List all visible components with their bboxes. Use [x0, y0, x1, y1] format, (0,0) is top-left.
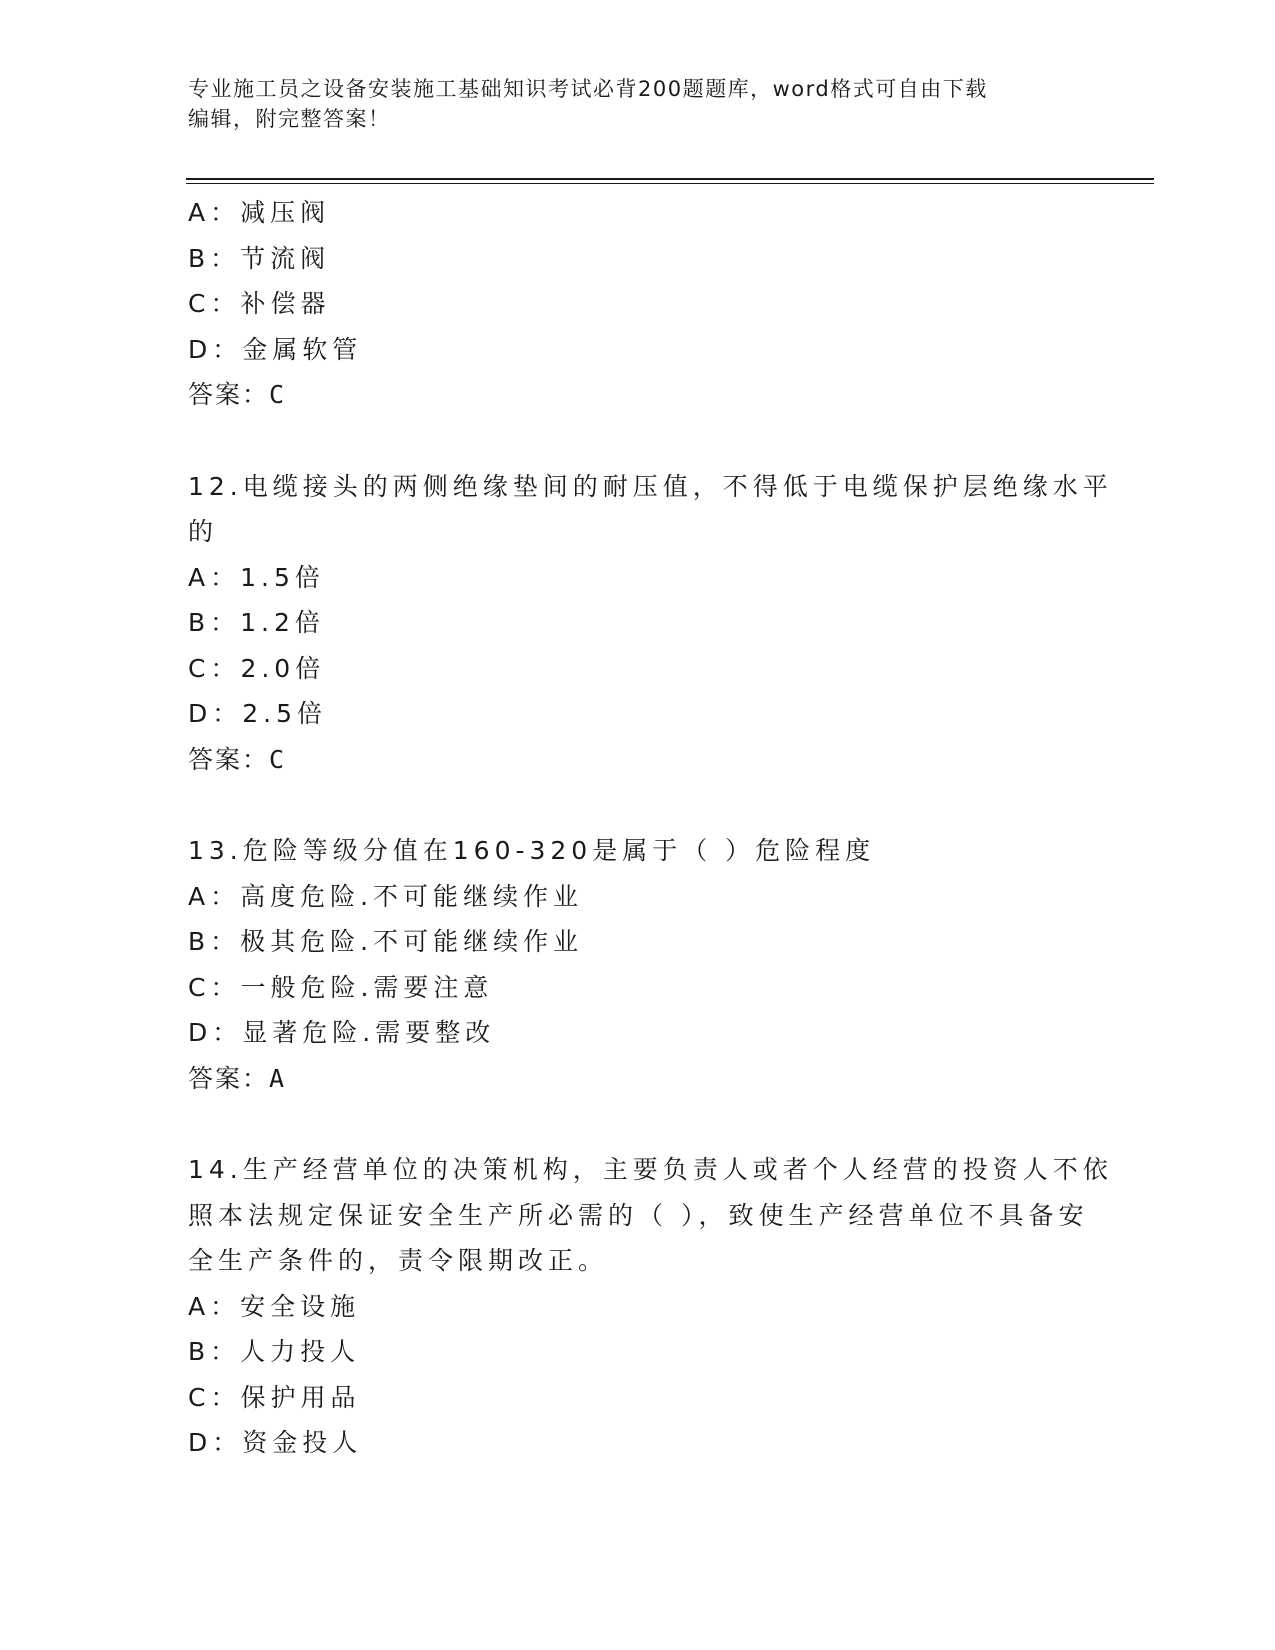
question-stem-line: 14.生产经营单位的决策机构，主要负责人或者个人经营的投资人不依: [188, 1155, 1113, 1184]
answer-value: C: [269, 380, 287, 409]
document-header: [188, 74, 1068, 134]
answer-line: [188, 1056, 1088, 1102]
answer-label: 答案：: [188, 744, 270, 774]
header-divider-thin: [186, 183, 1154, 184]
answer-line: [188, 737, 1088, 783]
answer-value: A: [269, 1063, 287, 1093]
option-a: A：安全设施: [188, 1291, 361, 1321]
answer-label: 答案：: [188, 380, 270, 409]
question-stem-line: 照本法规定保证安全生产所必需的（ ），致使生产经营单位不具备安: [188, 1200, 1089, 1230]
option-b: B：人力投人: [188, 1337, 361, 1366]
option-c: C：2.0倍: [188, 653, 326, 683]
answer-value: C: [269, 744, 287, 774]
header-line-2: 编辑，附完整答案！: [188, 107, 391, 131]
question-12: [188, 464, 1113, 783]
option-b: B：1.2倍: [188, 608, 325, 637]
option-b: B：节流阀: [188, 243, 331, 273]
option-d: D：金属软管: [188, 334, 363, 364]
header-line-1: 专业施工员之设备安装施工基础知识考试必背200题题库，word格式可自由下载: [188, 77, 988, 101]
header-divider-thick: [186, 178, 1154, 180]
option-a: A：1.5倍: [188, 562, 325, 592]
option-b: B：极其危险.不可能继续作业: [188, 927, 584, 956]
option-d: D：2.5倍: [188, 699, 328, 728]
question-stem-line: 13.危险等级分值在160-320是属于（ ）危险程度: [188, 836, 876, 865]
question-stem-line: 全生产条件的，责令限期改正。: [188, 1246, 609, 1275]
question-14: [188, 1147, 1113, 1466]
option-c: C：补偿器: [188, 289, 331, 318]
option-c: C：一般危险.需要注意: [188, 972, 494, 1002]
answer-label: 答案：: [188, 1063, 270, 1093]
answer-line: [188, 372, 1088, 418]
question-11: [188, 190, 1088, 418]
question-stem-line: 的: [188, 517, 219, 546]
option-a: A：高度危险.不可能继续作业: [188, 881, 584, 911]
option-d: D：资金投人: [188, 1428, 363, 1457]
option-d: D：显著危险.需要整改: [188, 1018, 496, 1047]
option-a: A：减压阀: [188, 198, 331, 227]
question-list: [188, 190, 1113, 1466]
option-c: C：保护用品: [188, 1382, 361, 1412]
question-13: [188, 828, 1088, 1101]
question-stem-line: 12.电缆接头的两侧绝缘垫间的耐压值，不得低于电缆保护层绝缘水平: [188, 471, 1113, 501]
